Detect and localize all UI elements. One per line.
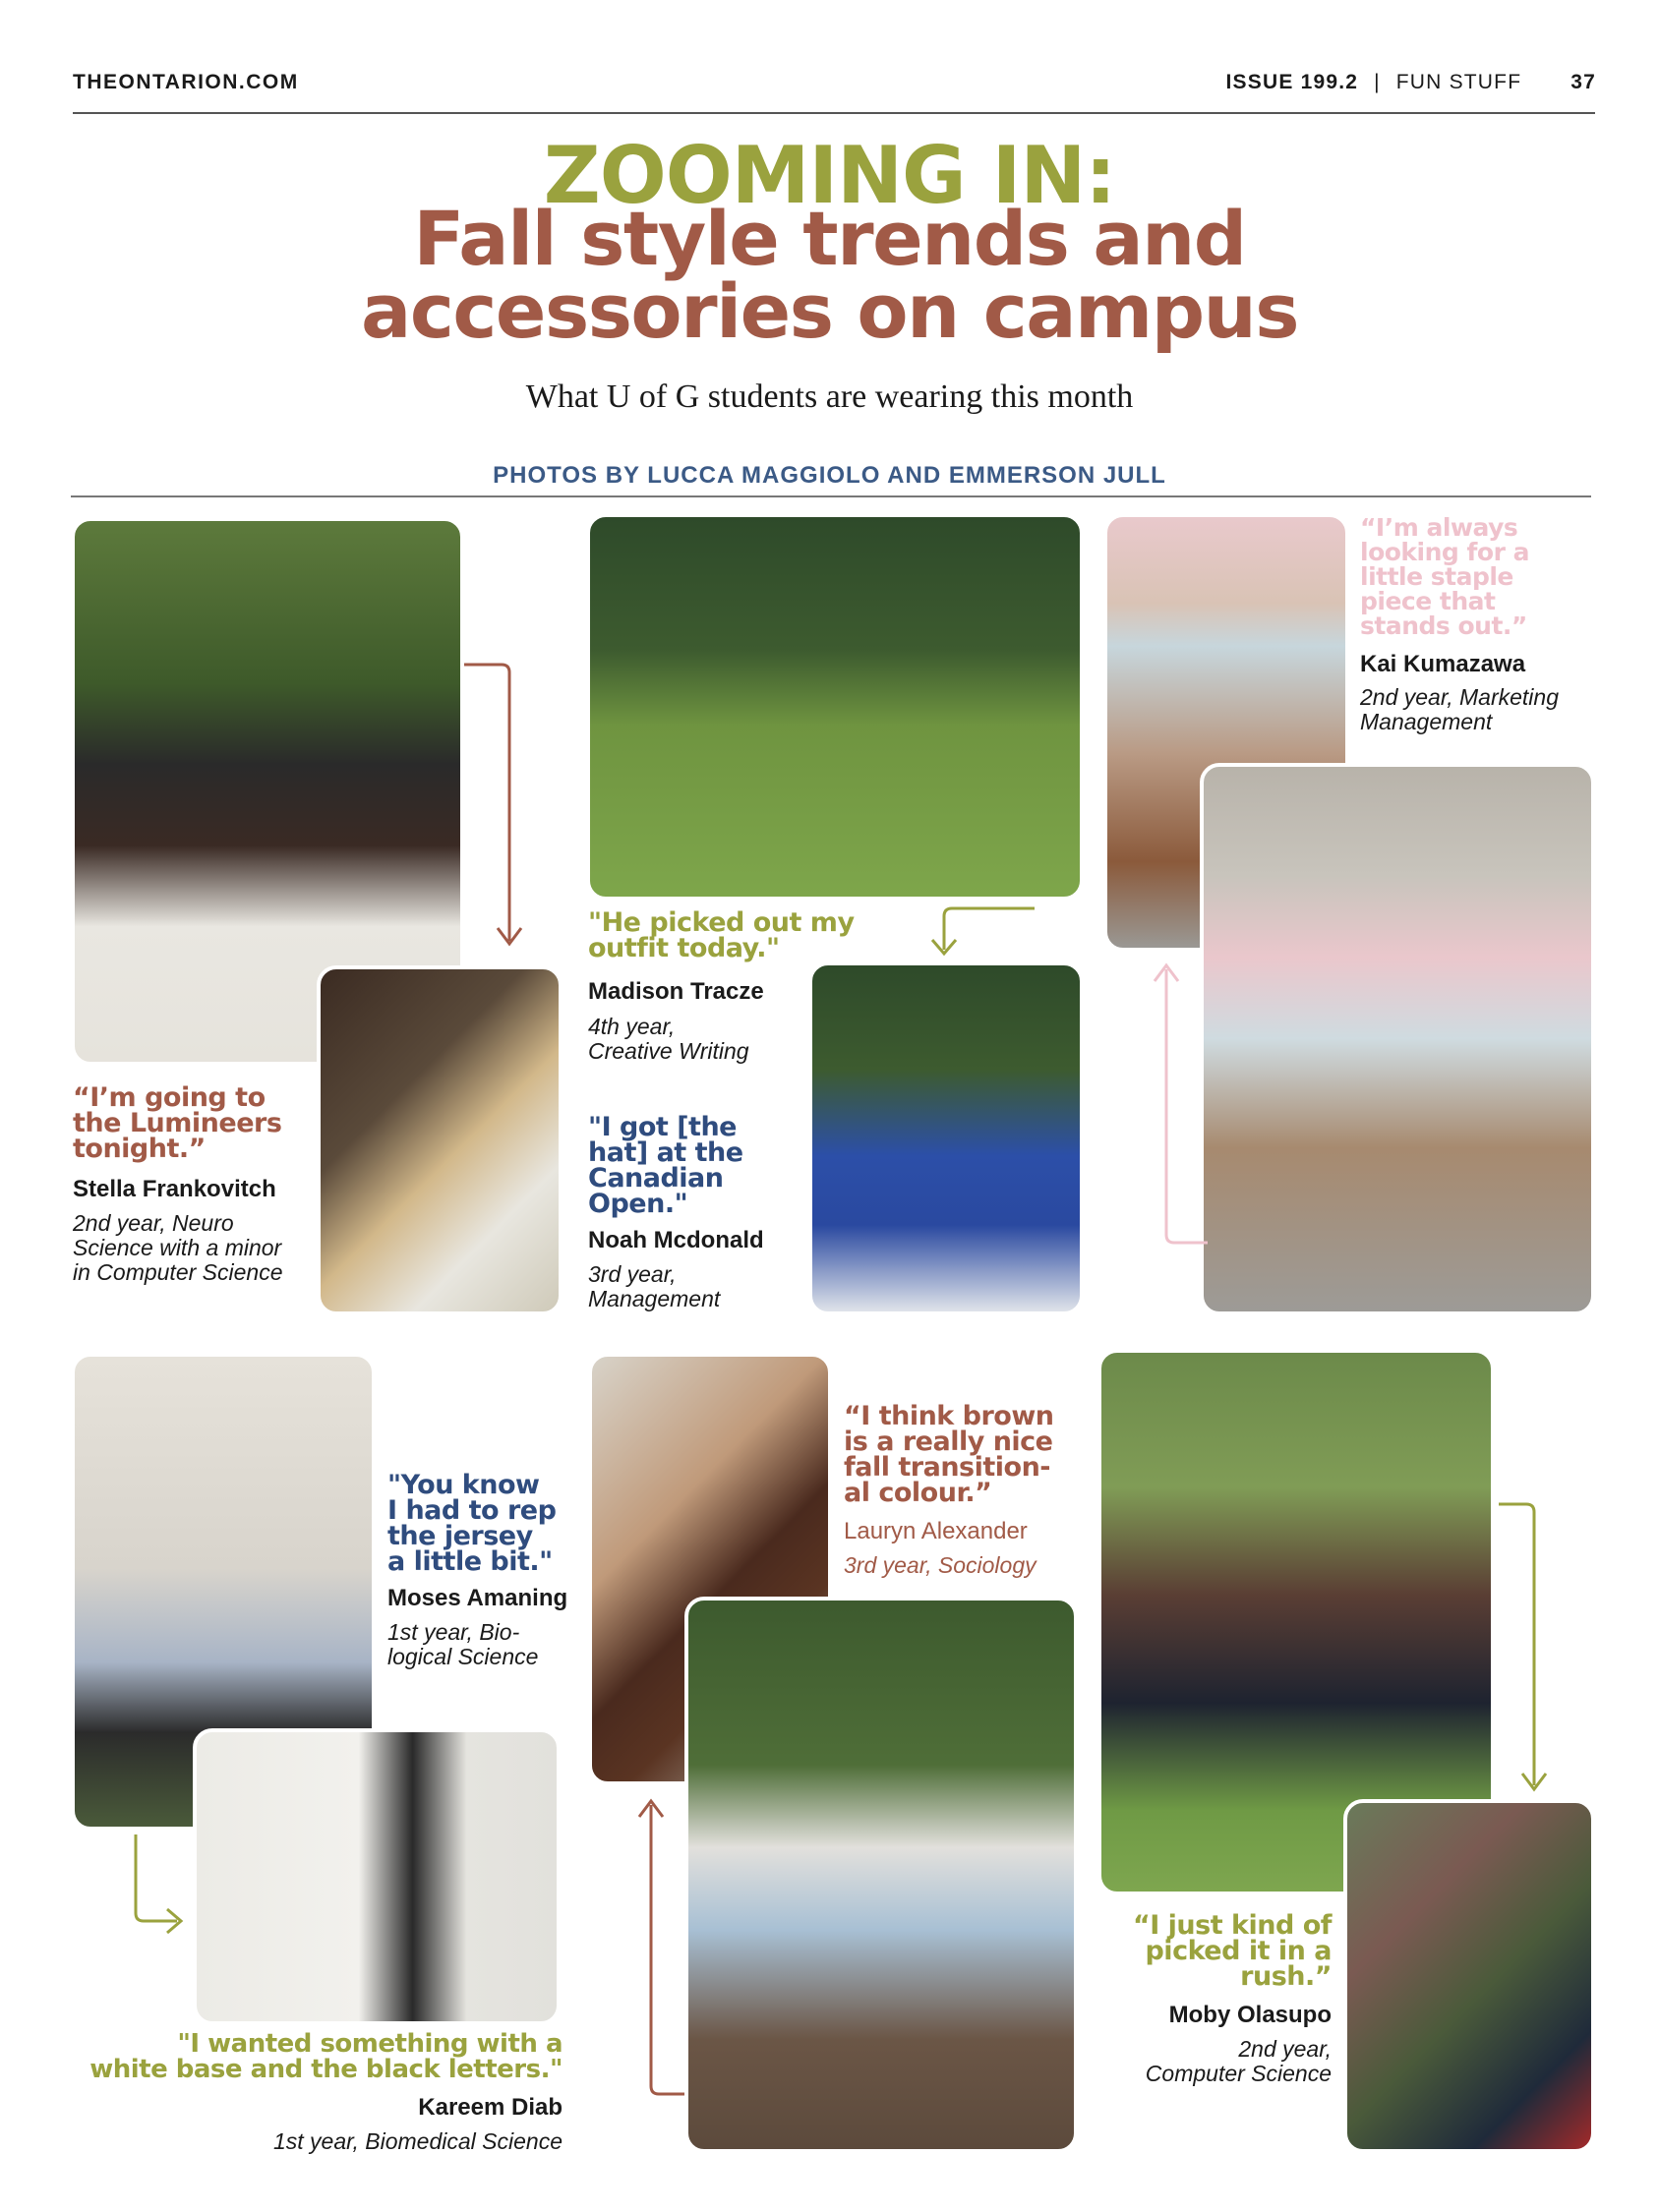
page-number: 37 <box>1570 71 1596 93</box>
quote-kai-line: stands out.” <box>1360 611 1527 640</box>
quote-moses-line: "You know <box>387 1470 540 1500</box>
year-noah-line: 3rd year, <box>588 1261 677 1287</box>
photo-madison-noah-field <box>586 513 1084 901</box>
quote-noah-line: Canadian <box>588 1163 724 1193</box>
year-kai-line: Management <box>1360 709 1493 734</box>
quote-noah-line: "I got [the <box>588 1112 737 1142</box>
quote-lauryn-line: fall transition- <box>844 1452 1051 1483</box>
quote-kareem <box>59 2031 563 2082</box>
headline-line-2: Fall style trends and <box>413 195 1246 282</box>
year-stella-line: Science with a minor <box>73 1235 282 1260</box>
year-moses <box>387 1620 538 1669</box>
headline-line-3: accessories on campus <box>361 267 1298 355</box>
photo-moby-closeup <box>1343 1799 1595 2153</box>
quote-moby <box>1082 1910 1332 1992</box>
name-lauryn: Lauryn Alexander <box>844 1518 1028 1544</box>
photo-stella-closeup <box>317 965 563 1315</box>
year-kareem-line: 1st year, Biomedical Science <box>272 2128 563 2154</box>
arrow-moses <box>126 1833 185 1941</box>
year-stella-line: in Computer Science <box>73 1259 283 1285</box>
quote-moses-line: a little bit." <box>387 1546 553 1577</box>
quote-kai-line: looking for a <box>1360 538 1529 566</box>
quote-kai-line: “I’m always <box>1360 513 1518 542</box>
quote-noah-line: Open." <box>588 1189 688 1219</box>
quote-noah <box>588 1112 743 1219</box>
year-stella <box>73 1211 283 1285</box>
quote-moby-line: rush.” <box>1240 1961 1332 1992</box>
arrow-madison <box>932 902 1037 961</box>
photo-kai-full <box>1200 763 1595 1315</box>
name-kai: Kai Kumazawa <box>1360 651 1526 677</box>
quote-moby-line: “I just kind of <box>1132 1910 1332 1941</box>
arrow-lauryn <box>637 1789 696 2104</box>
arrow-stella <box>462 661 521 956</box>
quote-lauryn-line: al colour.” <box>844 1478 992 1508</box>
headline-main <box>0 195 1659 355</box>
year-lauryn <box>844 1553 1037 1578</box>
quote-kai-line: little staple <box>1360 562 1513 591</box>
top-rule <box>73 112 1595 114</box>
quote-moses-line: the jersey <box>387 1521 533 1551</box>
quote-kareem-line: "I wanted something with a <box>177 2029 563 2059</box>
quote-moses <box>387 1470 557 1577</box>
quote-kai <box>1360 515 1529 638</box>
quote-moby-line: picked it in a <box>1145 1936 1332 1966</box>
year-lauryn-line: 3rd year, Sociology <box>844 1552 1037 1578</box>
quote-noah-line: hat] at the <box>588 1137 743 1168</box>
quote-stella <box>73 1082 282 1164</box>
name-noah: Noah Mcdonald <box>588 1227 764 1253</box>
quote-madison-line: outfit today." <box>588 933 780 963</box>
year-moses-line: logical Science <box>387 1644 539 1669</box>
photo-credit: PHOTOS BY LUCCA MAGGIOLO AND EMMERSON JULL <box>493 462 1166 489</box>
header-separator: | <box>1374 71 1381 93</box>
mid-rule <box>71 495 1591 497</box>
name-kareem: Kareem Diab <box>418 2094 563 2121</box>
quote-lauryn <box>844 1401 1054 1508</box>
year-madison <box>588 1015 749 1064</box>
year-madison-line: 4th year, <box>588 1014 676 1039</box>
site-name: THEONTARION.COM <box>73 71 299 93</box>
name-stella: Stella Frankovitch <box>73 1176 276 1202</box>
year-kai <box>1360 685 1559 734</box>
year-noah-line: Management <box>588 1286 721 1311</box>
year-moby <box>1082 2037 1332 2086</box>
subtitle: What U of G students are wearing this month <box>525 378 1134 415</box>
quote-madison <box>588 907 855 963</box>
section-label: FUN STUFF <box>1395 71 1522 93</box>
year-moses-line: 1st year, Bio- <box>387 1619 520 1645</box>
year-kai-line: 2nd year, Marketing <box>1360 684 1560 710</box>
issue-label: ISSUE 199.2 <box>1225 71 1359 93</box>
quote-kai-line: piece that <box>1360 587 1496 615</box>
year-moby-line: Computer Science <box>1145 2061 1332 2086</box>
quote-stella-line: tonight.” <box>73 1134 206 1164</box>
name-madison: Madison Tracze <box>588 978 764 1005</box>
photo-lauryn-full <box>684 1597 1078 2153</box>
quote-stella-line: “I’m going to <box>73 1082 266 1113</box>
quote-lauryn-line: is a really nice <box>844 1426 1053 1457</box>
year-noah <box>588 1262 720 1311</box>
quote-lauryn-line: “I think brown <box>844 1401 1054 1431</box>
header-right <box>1226 71 1596 94</box>
quote-madison-line: "He picked out my <box>588 907 855 938</box>
photo-madison-noah-closeup <box>808 961 1084 1315</box>
headline-kicker: ZOOMING IN: <box>543 130 1116 221</box>
arrow-kai <box>1153 956 1212 1251</box>
year-kareem <box>59 2129 563 2154</box>
year-stella-line: 2nd year, Neuro <box>73 1210 234 1236</box>
name-moses: Moses Amaning <box>387 1585 568 1611</box>
quote-stella-line: the Lumineers <box>73 1108 282 1138</box>
quote-moses-line: I had to rep <box>387 1495 557 1526</box>
year-moby-line: 2nd year, <box>1238 2036 1332 2062</box>
name-moby: Moby Olasupo <box>1168 2002 1332 2028</box>
quote-kareem-line: white base and the black letters." <box>89 2055 563 2084</box>
photo-moses-kareem-back <box>193 1728 561 2025</box>
arrow-moby <box>1497 1500 1556 1795</box>
year-madison-line: Creative Writing <box>588 1038 749 1064</box>
